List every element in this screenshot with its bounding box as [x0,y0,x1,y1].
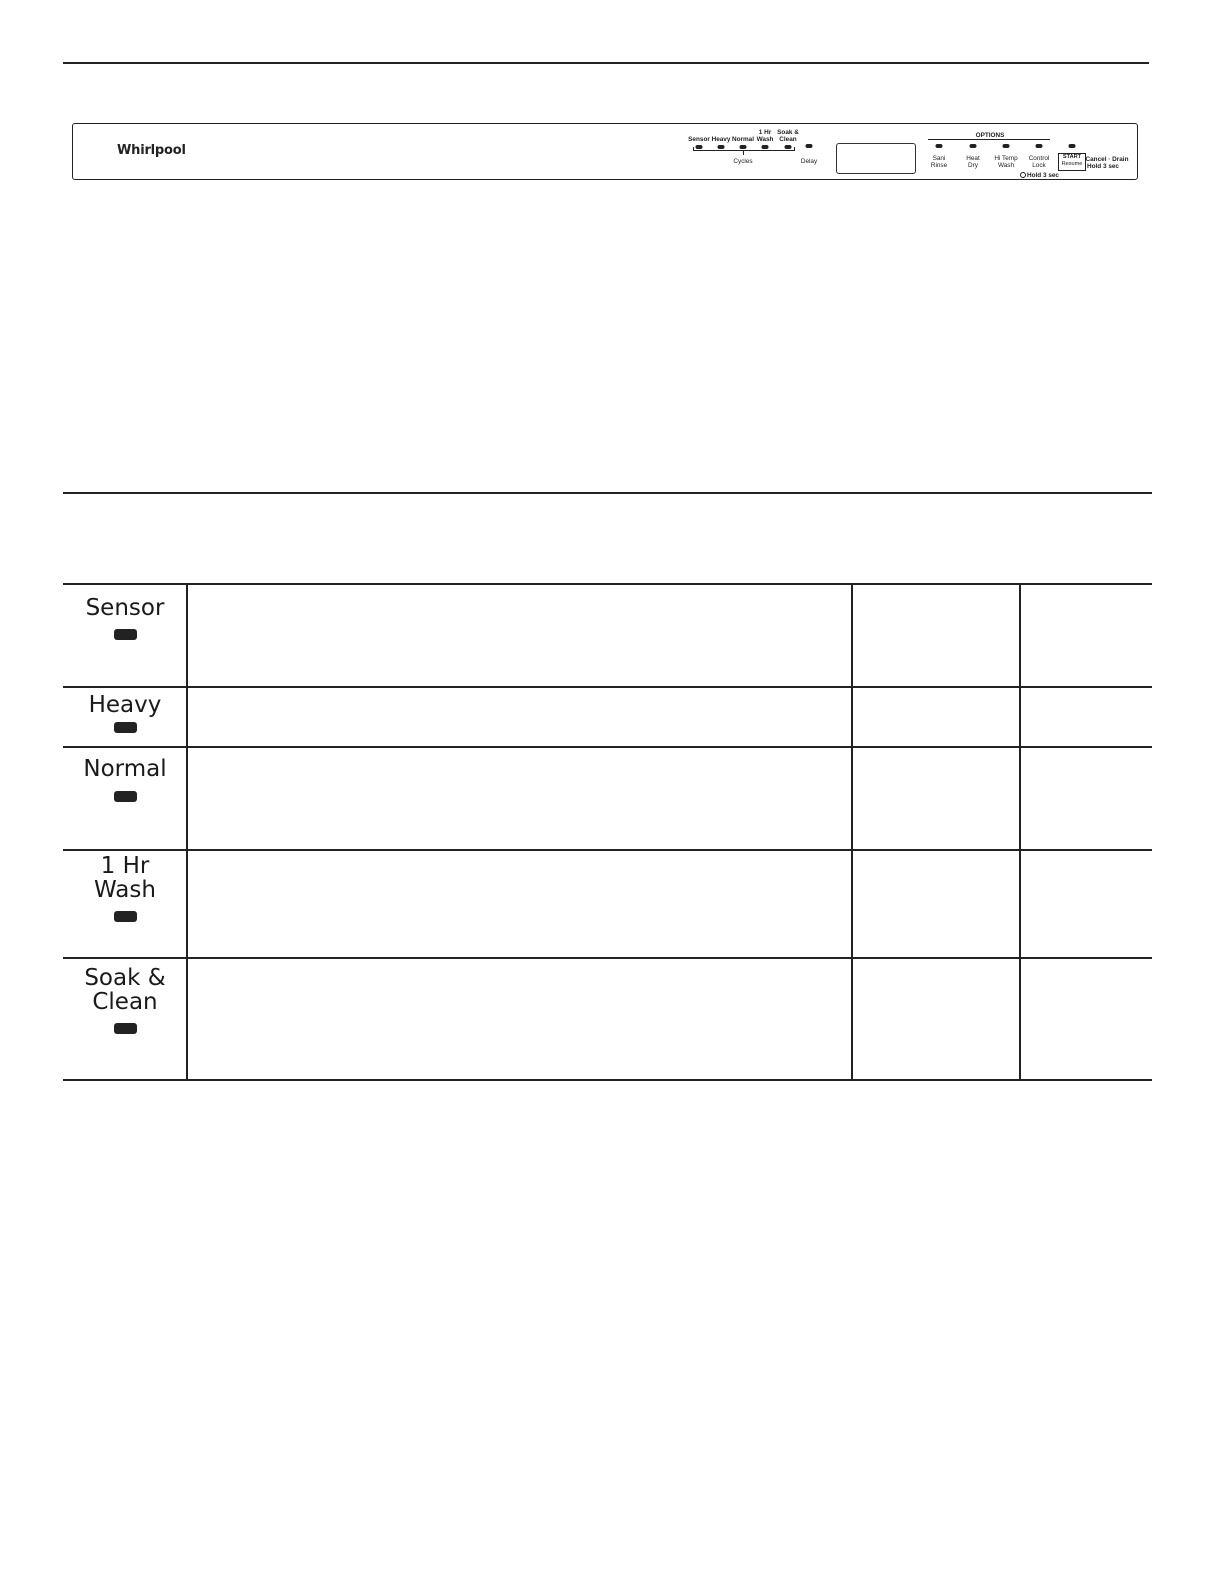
section-divider [63,492,1152,494]
hi-temp-wash-indicator [1003,144,1010,148]
lock-hold-label: Hold 3 sec [1027,172,1059,179]
cycle-indicator-icon [114,1023,137,1034]
start-label: START [1062,154,1082,160]
control-lock-indicator [1036,144,1043,148]
cycle-indicator-icon [114,722,137,733]
table-column-rule [1019,583,1021,1081]
time-display [836,143,916,174]
panel-cycle-sensor-label: Sensor [688,136,710,143]
options-line [928,139,1050,140]
cancel-drain-button[interactable]: Cancel · Drain [1085,156,1129,163]
resume-label: Resume [1061,161,1083,167]
panel-cycle-normal-label: Normal [731,136,755,143]
table-column-rule [851,583,853,1081]
hi-temp-wash-button[interactable]: Hi Temp Wash [994,155,1018,169]
cycle-indicator-icon [114,911,137,922]
cycle-name-1hr-wash: 1 Hr Wash [94,853,156,903]
table-row [63,596,187,640]
lock-icon [1020,172,1026,178]
table-rule [63,849,1152,851]
cycle-name-soak-clean: Soak & Clean [84,965,166,1015]
table-row [63,966,187,1034]
start-indicator [1069,144,1076,148]
cancel-hold-label: Hold 3 sec [1087,163,1119,170]
heat-dry-button[interactable]: Heat Dry [966,155,980,169]
options-heading: OPTIONS [973,132,1008,139]
cycle-name-heavy: Heavy [88,692,162,718]
control-lock-button[interactable]: Control Lock [1028,155,1050,169]
table-rule [63,686,1152,688]
table-row [63,854,187,922]
start-resume-button[interactable] [1058,153,1086,171]
table-rule [63,1079,1152,1081]
cycles-bracket-tick [743,151,744,155]
panel-cycle-heavy-label: Heavy [711,136,731,143]
sani-rinse-button[interactable]: Sani Rinse [930,155,948,169]
table-row [63,757,187,802]
delay-button[interactable]: Delay [800,158,818,165]
sani-rinse-indicator [936,144,943,148]
table-row [63,693,187,733]
panel-cycle-1hr-wash-label: 1 Hr Wash [756,129,774,143]
cycles-bracket [693,147,795,151]
panel-cycle-soak-clean-label: Soak & Clean [777,129,799,143]
dishwasher-control-panel [72,123,1138,180]
table-rule [63,746,1152,748]
brand-logo: Whirlpool [117,143,186,158]
cycles-label: Cycles [733,158,753,165]
delay-indicator [806,144,813,148]
cycle-name-normal: Normal [83,756,167,782]
table-rule [63,957,1152,959]
cycle-name-sensor: Sensor [85,595,165,621]
top-divider [63,62,1149,64]
cycle-table [63,583,1152,1081]
heat-dry-indicator [970,144,977,148]
cycle-indicator-icon [114,791,137,802]
cycle-indicator-icon [114,629,137,640]
table-rule [63,583,1152,585]
